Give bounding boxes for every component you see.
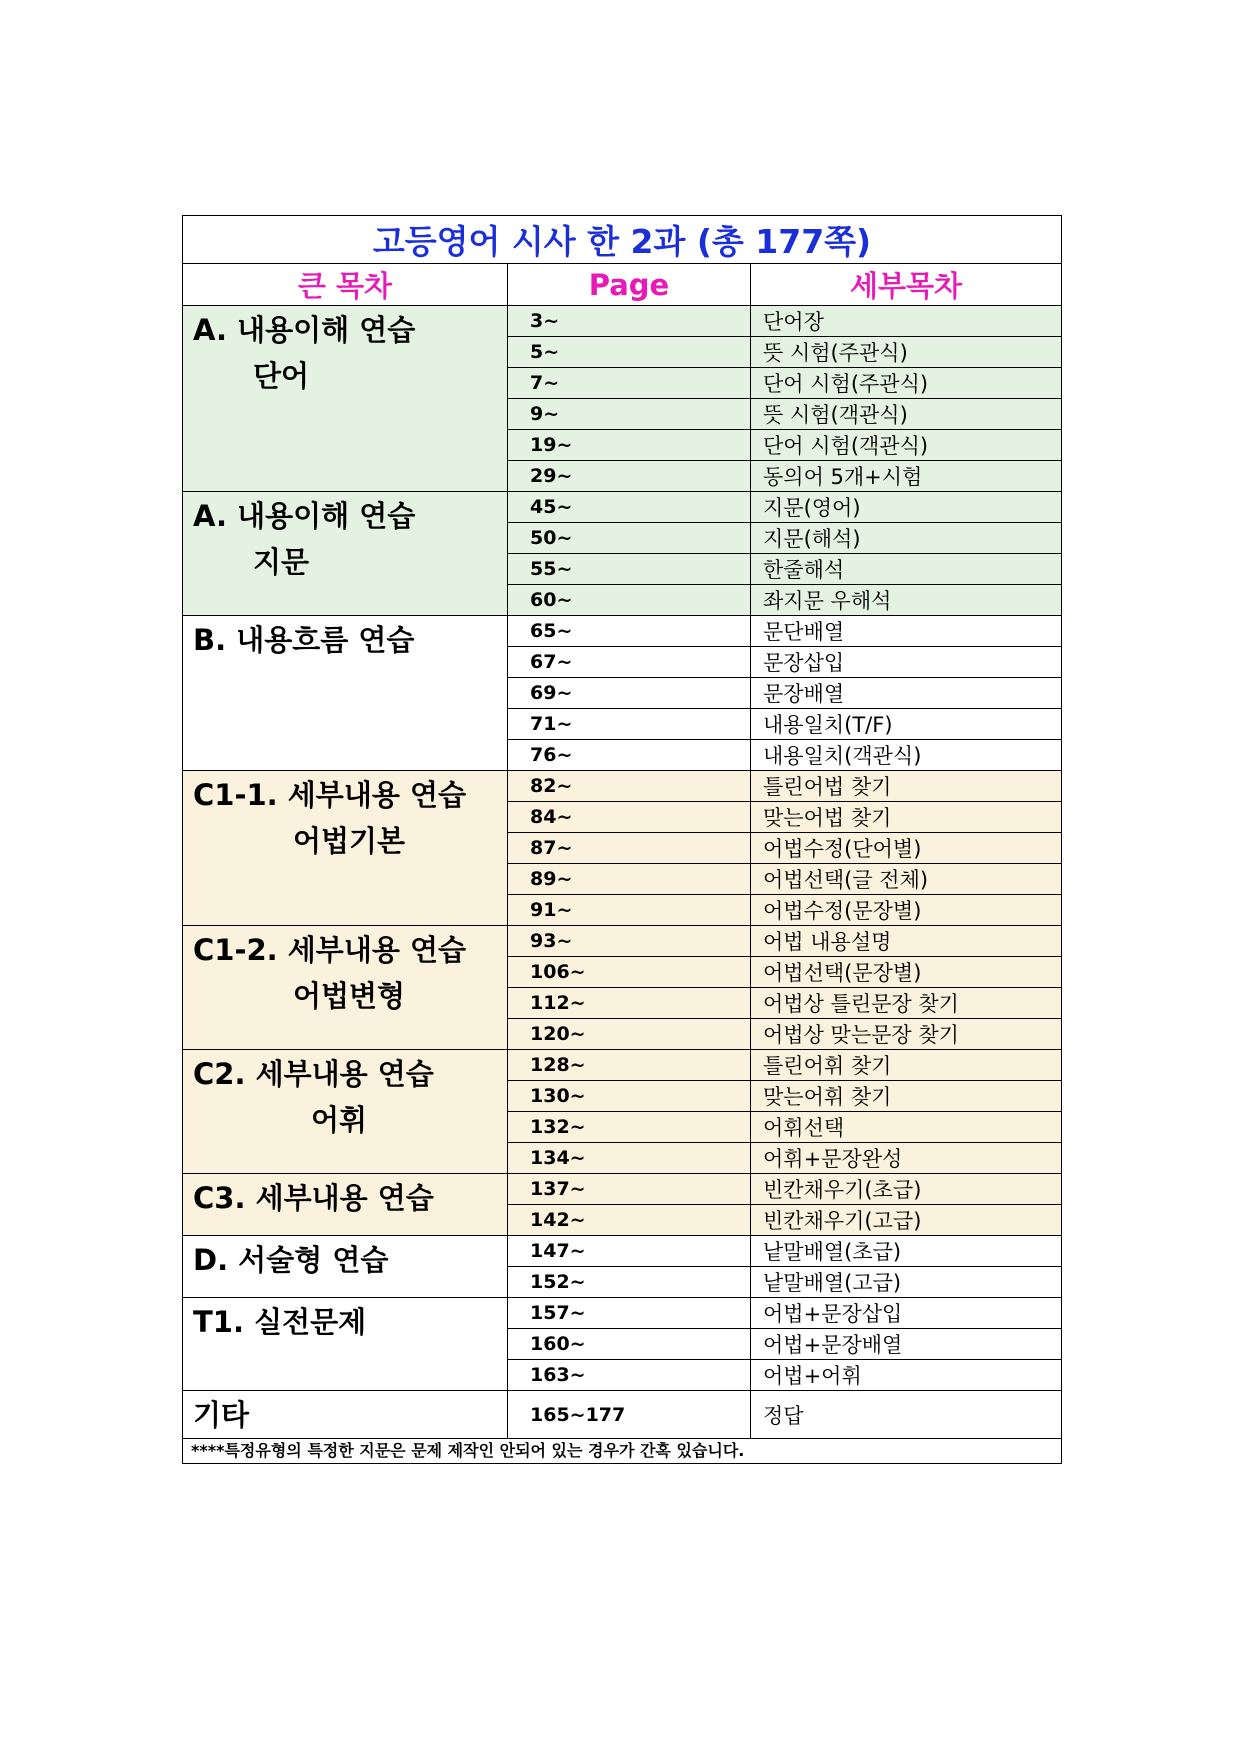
page-number: 71~ [508,709,751,740]
header-row [183,264,1062,306]
detail-item: 단어 시험(주관식) [751,368,1062,399]
header-detail: 세부목차 [751,264,1062,306]
section-subtitle: 어휘 [311,1103,368,1137]
detail-item: 뜻 시험(주관식) [751,337,1062,368]
section-title: C2. 세부내용 연습 [193,1057,434,1091]
page-number: 29~ [508,461,751,492]
section-cell [183,771,508,926]
page-number: 163~ [508,1360,751,1391]
section-cell [183,306,508,492]
detail-item: 빈칸채우기(초급) [751,1174,1062,1205]
section-title: C3. 세부내용 연습 [193,1181,434,1215]
detail-item: 단어장 [751,306,1062,337]
section-title: D. 서술형 연습 [193,1243,389,1277]
section-title: 기타 [193,1398,250,1432]
page-number: 69~ [508,678,751,709]
detail-item: 문단배열 [751,616,1062,647]
page-number: 165~177 [508,1391,751,1439]
page-number: 3~ [508,306,751,337]
toc-row [183,1050,1062,1081]
page-number: 5~ [508,337,751,368]
detail-item: 어법상 틀린문장 찾기 [751,988,1062,1019]
page-number: 134~ [508,1143,751,1174]
page-number: 142~ [508,1205,751,1236]
footnote: ****특정유형의 특정한 지문은 문제 제작인 안되어 있는 경우가 간혹 있습니다. [183,1439,1062,1464]
detail-item: 내용일치(T/F) [751,709,1062,740]
detail-item: 어법상 맞는문장 찾기 [751,1019,1062,1050]
page-number: 67~ [508,647,751,678]
page-number: 87~ [508,833,751,864]
detail-item: 문장삽입 [751,647,1062,678]
detail-item: 좌지문 우해석 [751,585,1062,616]
detail-item: 정답 [751,1391,1062,1439]
detail-item: 어법+문장삽입 [751,1298,1062,1329]
section-cell [183,1236,508,1298]
page-number: 84~ [508,802,751,833]
section-title: C1-2. 세부내용 연습 [193,933,466,967]
page-number: 152~ [508,1267,751,1298]
detail-item: 낱말배열(고급) [751,1267,1062,1298]
page-number: 89~ [508,864,751,895]
section-cell [183,616,508,771]
page-number: 137~ [508,1174,751,1205]
toc-row [183,306,1062,337]
page-number: 160~ [508,1329,751,1360]
page-number: 76~ [508,740,751,771]
detail-item: 내용일치(객관식) [751,740,1062,771]
detail-item: 단어 시험(객관식) [751,430,1062,461]
document-title: 고등영어 시사 한 2과 (총 177쪽) [183,216,1062,264]
toc-row [183,1391,1062,1439]
detail-item: 어법수정(문장별) [751,895,1062,926]
section-subtitle: 지문 [253,545,310,579]
section-title: B. 내용흐름 연습 [193,623,415,657]
title-row [183,216,1062,264]
toc-row [183,1174,1062,1205]
detail-item: 낱말배열(초급) [751,1236,1062,1267]
page-number: 128~ [508,1050,751,1081]
detail-item: 어휘선택 [751,1112,1062,1143]
section-title: C1-1. 세부내용 연습 [193,778,466,812]
page-number: 45~ [508,492,751,523]
page-number: 65~ [508,616,751,647]
page-number: 130~ [508,1081,751,1112]
toc-row [183,492,1062,523]
section-subtitle: 어법기본 [293,824,406,858]
detail-item: 틀린어휘 찾기 [751,1050,1062,1081]
page-number: 112~ [508,988,751,1019]
toc-body [183,216,1062,1464]
section-title: A. 내용이해 연습 [193,313,416,347]
section-cell [183,492,508,616]
section-title: A. 내용이해 연습 [193,499,416,533]
detail-item: 맞는어휘 찾기 [751,1081,1062,1112]
detail-item: 어법선택(문장별) [751,957,1062,988]
detail-item: 어법수정(단어별) [751,833,1062,864]
section-subtitle: 어법변형 [293,979,406,1013]
detail-item: 지문(해석) [751,523,1062,554]
detail-item: 틀린어법 찾기 [751,771,1062,802]
detail-item: 어휘+문장완성 [751,1143,1062,1174]
section-cell [183,1174,508,1236]
page-number: 132~ [508,1112,751,1143]
detail-item: 어법+어휘 [751,1360,1062,1391]
detail-item: 동의어 5개+시험 [751,461,1062,492]
toc-row [183,1236,1062,1267]
section-cell [183,1391,508,1439]
section-cell [183,1050,508,1174]
page-number: 120~ [508,1019,751,1050]
page-number: 19~ [508,430,751,461]
toc-row [183,926,1062,957]
page-number: 60~ [508,585,751,616]
page-number: 9~ [508,399,751,430]
page-number: 157~ [508,1298,751,1329]
page-number: 50~ [508,523,751,554]
detail-item: 문장배열 [751,678,1062,709]
page-number: 55~ [508,554,751,585]
detail-item: 뜻 시험(객관식) [751,399,1062,430]
note-row [183,1439,1062,1464]
toc-row [183,1298,1062,1329]
detail-item: 어법선택(글 전체) [751,864,1062,895]
page-number: 106~ [508,957,751,988]
detail-item: 지문(영어) [751,492,1062,523]
page-number: 82~ [508,771,751,802]
header-section: 큰 목차 [183,264,508,306]
table-of-contents [182,215,1062,1464]
page-number: 93~ [508,926,751,957]
section-cell [183,1298,508,1391]
page-number: 147~ [508,1236,751,1267]
detail-item: 어법 내용설명 [751,926,1062,957]
page-number: 7~ [508,368,751,399]
toc-row [183,771,1062,802]
toc-row [183,616,1062,647]
page-number: 91~ [508,895,751,926]
detail-item: 맞는어법 찾기 [751,802,1062,833]
section-title: T1. 실전문제 [193,1305,367,1339]
section-cell [183,926,508,1050]
header-page: Page [508,264,751,306]
detail-item: 어법+문장배열 [751,1329,1062,1360]
detail-item: 한줄해석 [751,554,1062,585]
section-subtitle: 단어 [253,359,310,393]
detail-item: 빈칸채우기(고급) [751,1205,1062,1236]
